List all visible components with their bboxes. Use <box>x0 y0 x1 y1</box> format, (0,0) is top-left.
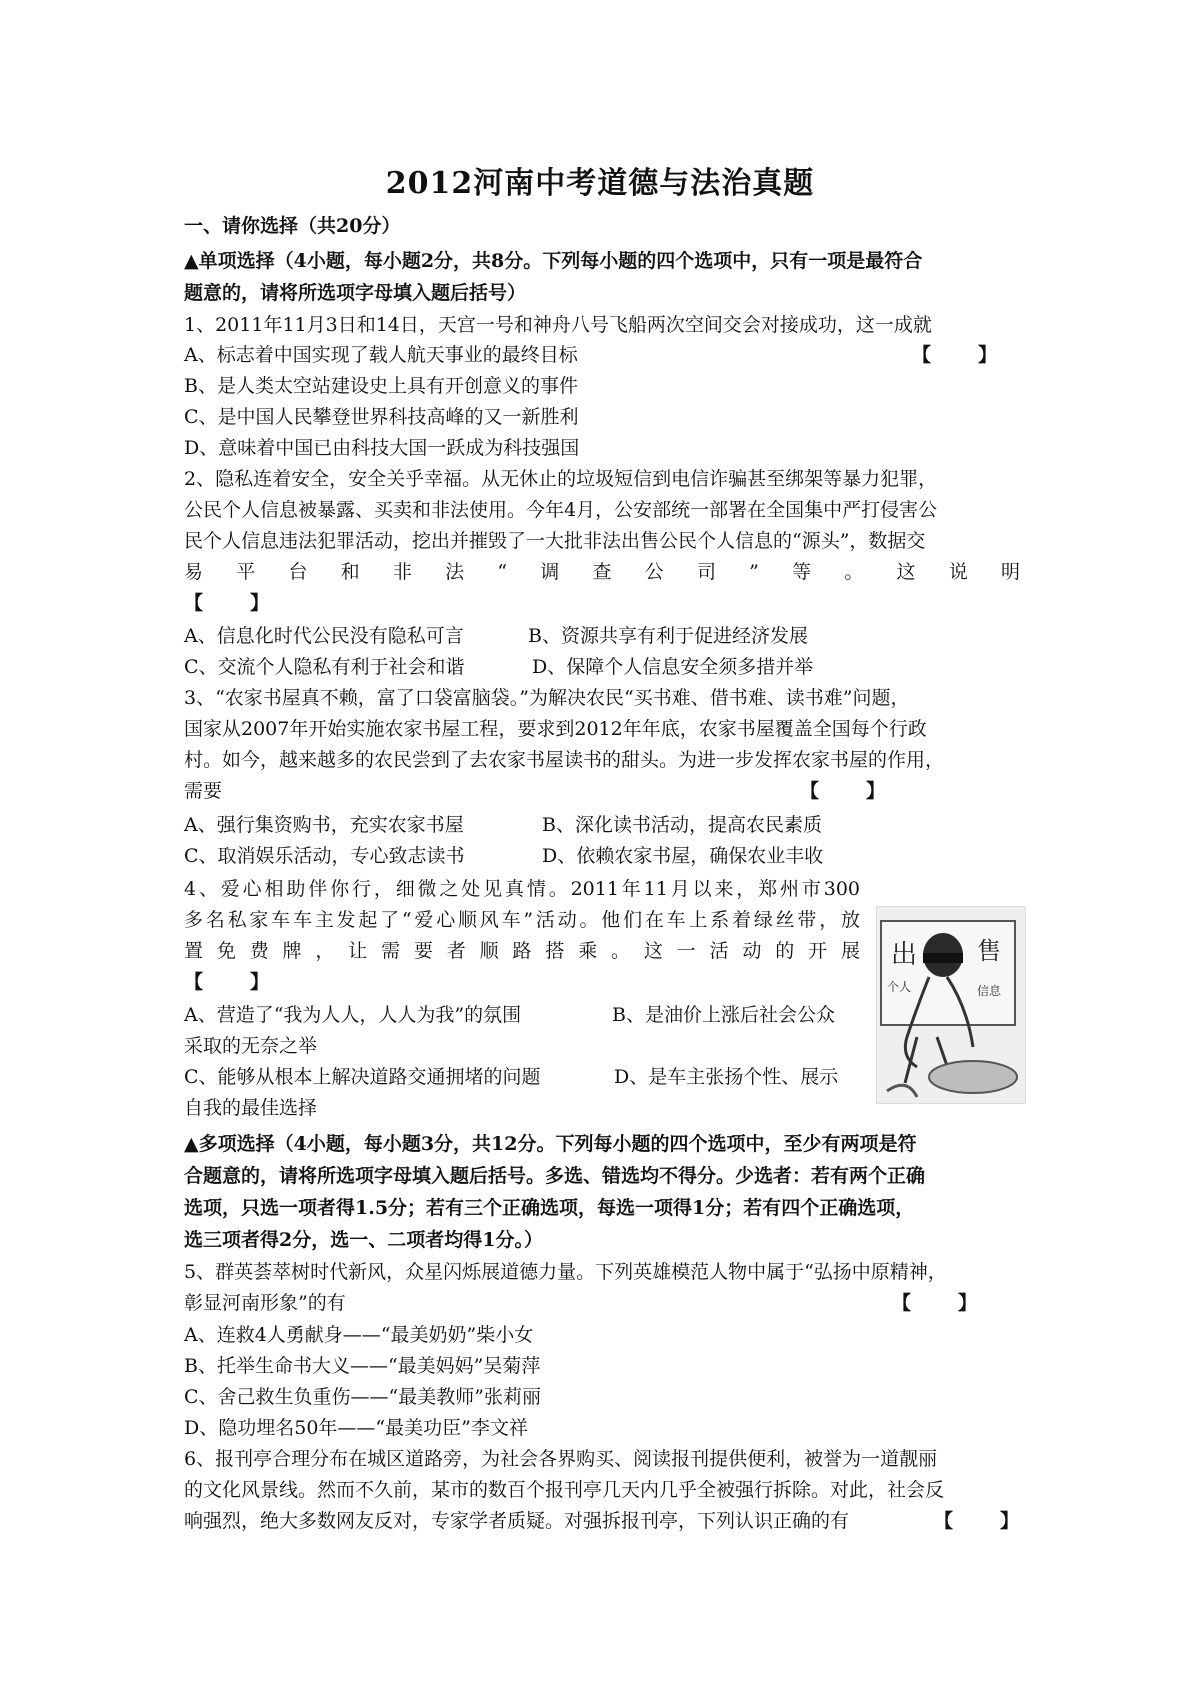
q2-option-d: D、保障个人信息安全须多措并举 <box>532 656 814 678</box>
q6-stem-line1: 6、报刊亭合理分布在城区道路旁，为社会各界购买、阅读报刊提供便利，被誉为一道靓丽 <box>184 1448 938 1470</box>
q1-option-b: B、是人类太空站建设史上具有开创意义的事件 <box>184 375 578 397</box>
q1-option-d: D、意味着中国已由科技大国一跃成为科技强国 <box>184 437 580 459</box>
cartoon-text-shou: 售 <box>977 937 1001 965</box>
q4-option-c: C、能够从根本上解决道路交通拥堵的问题 <box>184 1066 541 1088</box>
q2-answer-bracket[interactable]: 【 】 <box>184 592 273 614</box>
q3-option-c: C、取消娱乐活动，专心致志读书 <box>184 845 465 867</box>
q3-option-a: A、强行集资购书，充实农家书屋 <box>184 814 464 836</box>
q3-option-b: B、深化读书活动，提高农民素质 <box>542 814 822 836</box>
q1-answer-bracket[interactable]: 【 】 <box>912 344 1001 366</box>
q5-option-b: B、托举生命书大义——“最美妈妈”吴菊萍 <box>184 1355 541 1377</box>
page-title: 2012河南中考道德与法治真题 <box>385 166 815 201</box>
q4-stem-line2: 多名私家车车主发起了“爱心顺风车”活动。他们在车上系着绿丝带，放 <box>184 909 860 931</box>
q2-stem-line3: 民个人信息违法犯罪活动，挖出并摧毁了一大批非法出售公民个人信息的“源头”，数据交 <box>184 530 926 552</box>
q2-stem-line4: 易平台和非法“调查公司”等。这说明 <box>184 561 1020 583</box>
q4-option-d: D、是车主张扬个性、展示 <box>614 1066 839 1088</box>
q5-option-d: D、隐功埋名50年——“最美功臣”李文祥 <box>184 1417 528 1439</box>
section-heading: 一、请你选择（共20分） <box>184 215 401 237</box>
q3-stem-line3: 村。如今，越来越多的农民尝到了去农家书屋读书的甜头。为进一步发挥农家书屋的作用， <box>184 749 945 771</box>
q4-stem-line3: 置免费牌，让需要者顺路搭乘。这一活动的开展 <box>184 940 860 962</box>
q2-option-c: C、交流个人隐私有利于社会和谐 <box>184 656 465 678</box>
multi-choice-instructions-line4: 选三项者得2分，选一、二项者均得1分。） <box>184 1229 543 1251</box>
q3-option-d: D、依赖农家书屋，确保农业丰收 <box>542 845 824 867</box>
single-choice-instructions-line2: 题意的，请将所选项字母填入题后括号） <box>184 282 527 304</box>
q4-cartoon-image <box>876 906 1026 1104</box>
q5-stem-line2: 彰显河南形象”的有 <box>184 1292 346 1314</box>
cartoon-text-xinxi: 信息 <box>977 984 1002 998</box>
q4-option-d-continued: 自我的最佳选择 <box>184 1097 318 1119</box>
q3-answer-bracket[interactable]: 【 】 <box>800 780 889 802</box>
q4-option-a: A、营造了“我为人人，人人为我”的氛围 <box>184 1004 522 1026</box>
cartoon-text-geren: 个人 <box>887 980 912 994</box>
q2-stem-line1: 2、隐私连着安全，安全关乎幸福。从无休止的垃圾短信到电信诈骗甚至绑架等暴力犯罪， <box>184 468 938 490</box>
q6-answer-bracket[interactable]: 【 】 <box>934 1510 1023 1532</box>
cartoon-text-chu: 出 <box>891 940 918 970</box>
multi-choice-instructions-line2: 合题意的，请将所选项字母填入题后括号。多选、错选均不得分。少选者：若有两个正确 <box>184 1165 926 1187</box>
q2-option-b: B、资源共享有利于促进经济发展 <box>528 625 808 647</box>
q4-stem-line1: 4、爱心相助伴你行，细微之处见真情。2011年11月以来，郑州市300 <box>184 878 860 900</box>
single-choice-instructions-line1: ▲单项选择（4小题，每小题2分，共8分。下列每小题的四个选项中，只有一项是最符合 <box>184 250 923 272</box>
q5-option-a: A、连救4人勇献身——“最美奶奶”柴小女 <box>184 1324 534 1346</box>
q5-stem-line1: 5、群英荟萃树时代新风，众星闪烁展道德力量。下列英雄模范人物中属于“弘扬中原精神， <box>184 1261 947 1283</box>
q2-option-a: A、信息化时代公民没有隐私可言 <box>184 625 464 647</box>
q4-answer-bracket[interactable]: 【 】 <box>184 971 273 993</box>
q3-stem-line4: 需要 <box>184 780 223 802</box>
cartoon-drawing <box>877 907 1025 1103</box>
q2-stem-line2: 公民个人信息被暴露、买卖和非法使用。今年4月，公安部统一部署在全国集中严打侵害公 <box>184 499 938 521</box>
q4-option-b-continued: 采取的无奈之举 <box>184 1035 318 1057</box>
q3-stem-line1: 3、“农家书屋真不赖，富了口袋富脑袋。”为解决农民“买书难、借书难、读书难”问题， <box>184 687 910 709</box>
q5-option-c: C、舍己救生负重伤——“最美教师”张莉丽 <box>184 1386 541 1408</box>
q5-answer-bracket[interactable]: 【 】 <box>892 1292 981 1314</box>
q4-option-b: B、是油价上涨后社会公众 <box>612 1004 835 1026</box>
q1-option-c: C、是中国人民攀登世界科技高峰的又一新胜利 <box>184 406 579 428</box>
multi-choice-instructions-line1: ▲多项选择（4小题，每小题3分，共12分。下列每小题的四个选项中，至少有两项是符 <box>184 1133 917 1155</box>
multi-choice-instructions-line3: 选项，只选一项者得1.5分；若有三个正确选项，每选一项得1分；若有四个正确选项， <box>184 1197 915 1219</box>
q3-stem-line2: 国家从2007年开始实施农家书屋工程，要求到2012年年底，农家书屋覆盖全国每个行政 <box>184 718 927 740</box>
q6-stem-line2: 的文化风景线。然而不久前，某市的数百个报刊亭几天内几乎全被强行拆除。对此，社会反 <box>184 1479 945 1501</box>
q1-option-a: A、标志着中国实现了载人航天事业的最终目标 <box>184 344 578 366</box>
q1-stem: 1、2011年11月3日和14日，天宫一号和神舟八号飞船两次空间交会对接成功，这一成就 <box>184 314 932 336</box>
q6-stem-line3: 响强烈，绝大多数网友反对，专家学者质疑。对强拆报刊亭，下列认识正确的有 <box>184 1510 850 1532</box>
